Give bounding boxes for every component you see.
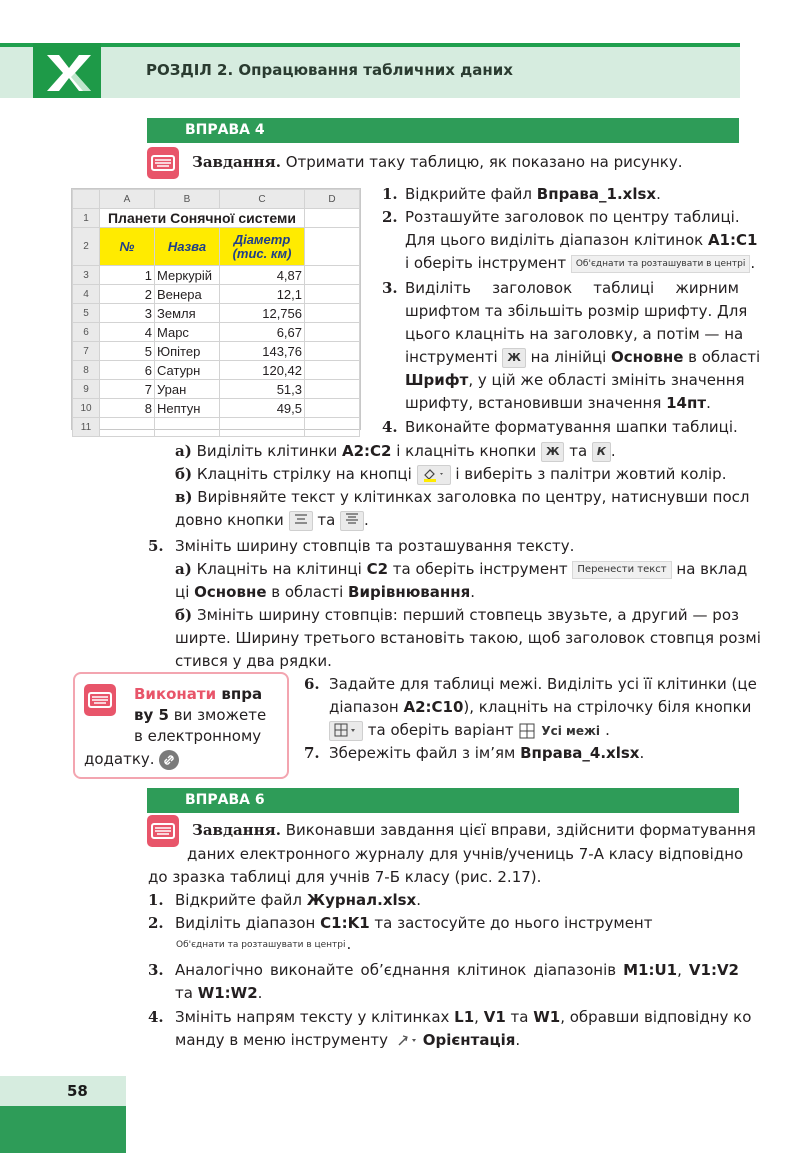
exercise-6-task-line-2: даних електронного журналу для учнів/учениць 7-А класу відповідно [187, 845, 744, 863]
ex6-step-4-line-1: Змініть напрям тексту у клітинках L1, V1 та W1, обравши відповідну ко [175, 1008, 752, 1026]
exercise-6-task-line-1: Завдання. Виконавши завдання цієї вправи, здійснити форматування [192, 821, 756, 839]
header-stripe [0, 43, 740, 47]
tip-line-1: Виконати впра [134, 685, 263, 703]
ex6-step-2: Виділіть діапазон C1:K1 та застосуйте до нього інструмент [175, 914, 653, 932]
step-6-line-1: Задайте для таблиці межі. Виділіть усі її клітинки (це [329, 675, 757, 693]
table-row: 3 1 Меркурій 4,87 [73, 266, 360, 285]
step-3-line-3: цього клацніть на заголовку, а потім — на [405, 325, 744, 343]
header-cell: № [100, 228, 155, 266]
bold-button: Ж [502, 348, 525, 368]
step-7: Збережіть файл з ім’ям Вправа_4.xlsx. [329, 744, 645, 762]
step-3-line-4: інструменті Ж на лінійці Основне в області [405, 348, 761, 366]
header-cell: Назва [155, 228, 220, 266]
step-6-line-2: діапазон A2:C10), клацніть на стрілочку біля кнопки [329, 698, 752, 716]
step-5a-line-1: а) Клацніть на клітинці C2 та оберіть інструмент Перенести текст на вклад [175, 560, 748, 578]
exercise-4-title: ВПРАВА 4 [147, 118, 739, 143]
step-3-line-2: шрифтом та збільшіть розмір шрифту. Для [405, 302, 748, 320]
sheet-title: Планети Сонячної системи [100, 209, 305, 228]
bold-button: Ж [541, 442, 564, 462]
column-headers: A B C D [73, 190, 360, 209]
step-4c-line-2: довно кнопки та . [175, 511, 369, 529]
align-middle-icon [340, 511, 364, 531]
step-2-line-1: Розташуйте заголовок по центру таблиці. [405, 208, 740, 226]
ex6-step-4-line-2: манду в меню інструменту Орієнтація. [175, 1031, 521, 1049]
orientation-icon [393, 1031, 423, 1051]
all-borders-icon [518, 722, 536, 740]
step-3-line-1: Виділіть заголовок таблиці жирним [405, 279, 739, 297]
table-row: 8 6 Сатурн 120,42 [73, 361, 360, 380]
chapter-title: РОЗДІЛ 2. Опрацювання табличних даних [146, 61, 513, 79]
merge-center-button: Об'єднати та розташувати в центрі [571, 255, 751, 273]
table-row: 9 7 Уран 51,3 [73, 380, 360, 399]
step-2-line-3: і оберіть інструмент Об'єднати та розташувати в центрі . [405, 254, 756, 272]
footer-page-tab [0, 1076, 126, 1106]
step-5b-line-2: ширте. Ширину третього встановіть такою, щоб заголовок стовпця розмі [175, 629, 761, 647]
step-5: Змініть ширину стовпців та розташування тексту. [175, 537, 575, 555]
step-4c-line-1: в) Вирівняйте текст у клітинках заголовка по центру, натиснувши посл [175, 488, 750, 506]
tip-line-4: додатку. [84, 749, 179, 770]
table-row: 10 8 Нептун 49,5 [73, 399, 360, 418]
step-4: Виконайте форматування шапки таблиці. [405, 418, 738, 436]
align-center-icon [289, 511, 313, 531]
ex6-step-3-line-1: Аналогічно виконайте об’єднання клітинок діапазонів M1:U1, V1:V2 [175, 961, 739, 979]
all-borders-label: Усі межі [536, 722, 605, 740]
ex6-step-1: Відкрийте файл Журнал.xlsx. [175, 891, 422, 909]
table-row: 5 3 Земля 12,756 [73, 304, 360, 323]
wrap-text-button: Перенести текст [572, 561, 671, 579]
table-row: 4 2 Венера 12,1 [73, 285, 360, 304]
table-row: 6 4 Марс 6,67 [73, 323, 360, 342]
spreadsheet-image: A B C D 1 Планети Сонячної системи 2 № Назва Діаметр (тис. км) 3 1 Меркурій 4,87 4 2 Венера 12,1 5 3 Земля 12,756 6 4 Марс 6,67 7 5 Юпітер 143,76 8 6 Сатурн 120,42 9 7 Уран 51,3 10 8 Нептун 49,5 11 [71, 188, 361, 430]
table-row: 7 5 Юпітер 143,76 [73, 342, 360, 361]
fill-color-icon [417, 465, 451, 485]
step-1: Відкрийте файл Вправа_1.xlsx. [405, 185, 661, 203]
merge-center-button: Об'єднати та розташувати в центрі [175, 936, 347, 954]
step-4a: а) Виділіть клітинки A2:C2 і клацніть кнопки Ж та К . [175, 442, 616, 460]
borders-dropdown-icon [329, 721, 363, 741]
italic-button: К [592, 442, 611, 462]
step-5a-line-2: ці Основне в області Вирівнювання. [175, 583, 476, 601]
tip-line-2: ву 5 ви зможете [134, 706, 267, 724]
step-4b: б) Клацніть стрілку на кнопці і виберіть з палітри жовтий колір. [175, 465, 727, 483]
step-2-line-2: Для цього виділіть діапазон клітинок A1:C1 [405, 231, 758, 249]
keyboard-icon [84, 684, 116, 716]
step-3-line-5: Шрифт, у цій же області змініть значення [405, 371, 745, 389]
exercise-6-title: ВПРАВА 6 [147, 788, 739, 813]
header-cell: Діаметр (тис. км) [220, 228, 305, 266]
step-3-line-6: шрифту, встановивши значення 14пт. [405, 394, 711, 412]
exercise-4-task: Завдання. Отримати таку таблицю, як показано на рисунку. [192, 153, 683, 171]
ex6-step-2-tool: Об'єднати та розташувати в центрі. [176, 935, 352, 953]
step-6-line-3: та оберіть варіант Усі межі . [329, 720, 610, 741]
page-number: 58 [67, 1082, 88, 1100]
ex6-step-3-line-2: та W1:W2. [175, 984, 263, 1002]
exercise-6-task-line-3: до зразка таблиці для учнів 7-Б класу (рис. 2.17). [148, 868, 542, 886]
keyboard-icon [147, 147, 179, 179]
step-5b-line-3: стився у два рядки. [175, 652, 332, 670]
chapter-logo [33, 43, 101, 98]
tip-line-3: в електронному [134, 727, 262, 745]
keyboard-icon [147, 815, 179, 847]
link-icon[interactable] [159, 750, 179, 770]
step-5b-line-1: б) Змініть ширину стовпців: перший стовпець звузьте, а другий — роз [175, 606, 739, 624]
